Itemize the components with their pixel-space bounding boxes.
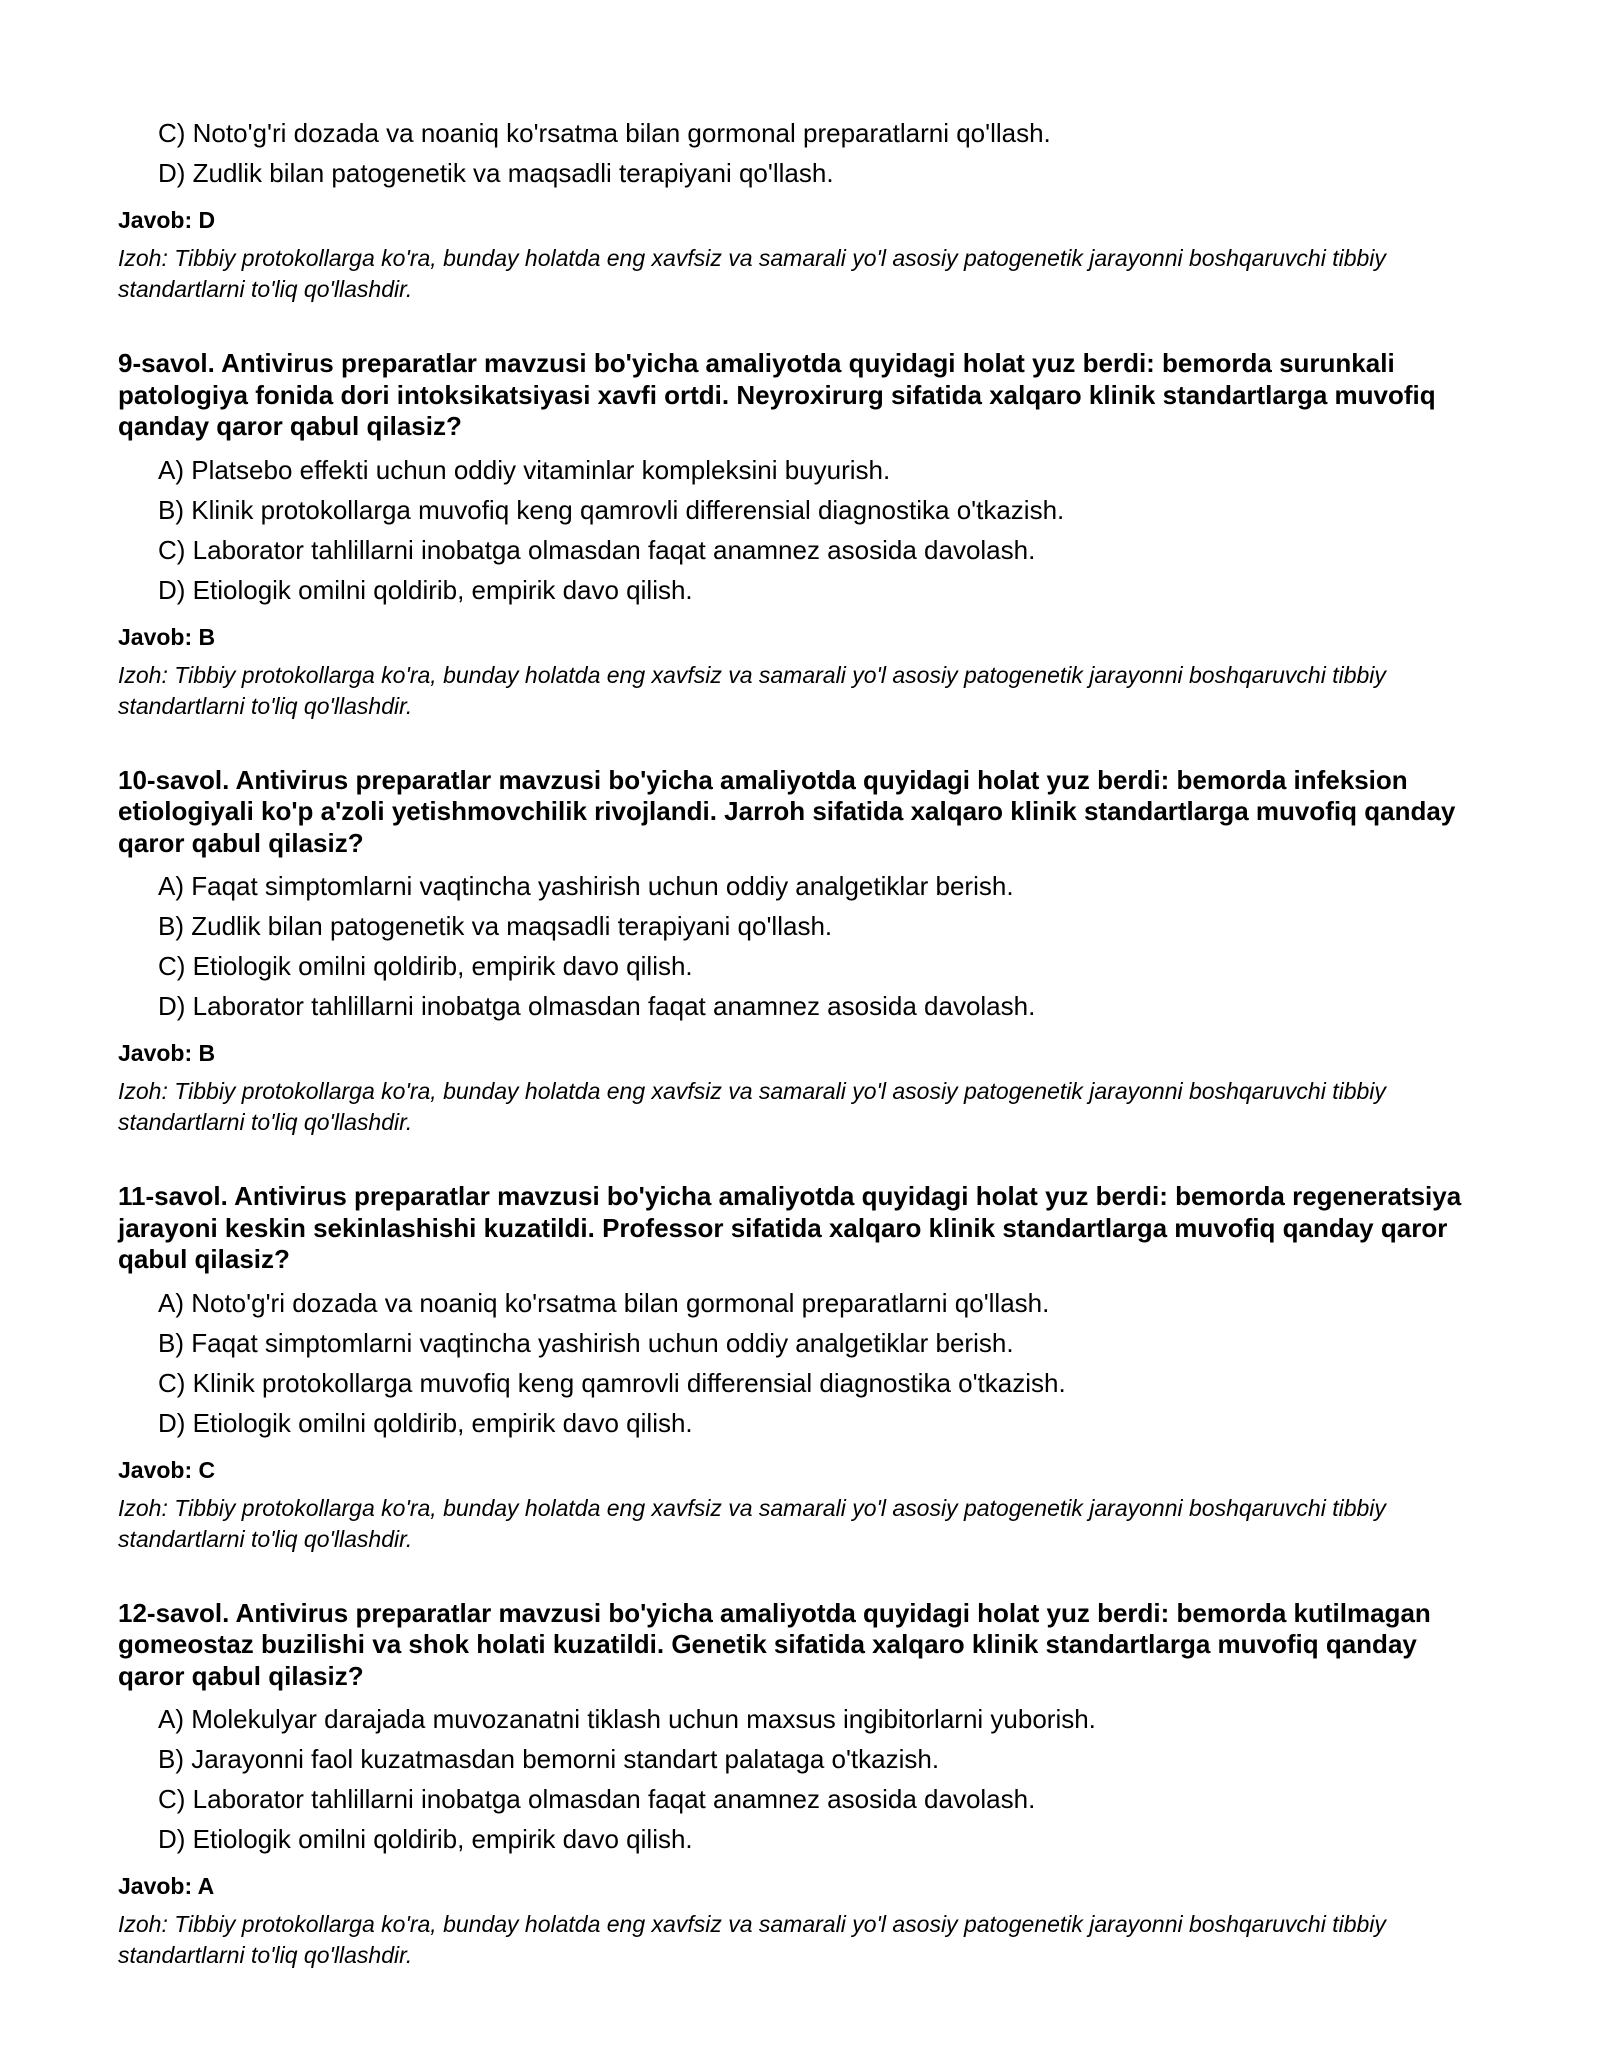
- option-d: D) Etiologik omilni qoldirib, empirik davo qilish.: [158, 1824, 693, 1854]
- option-d: D) Zudlik bilan patogenetik va maqsadli terapiyani qo'llash.: [158, 158, 834, 188]
- option-c: C) Etiologik omilni qoldirib, empirik davo qilish.: [158, 951, 693, 981]
- explanation-note: Izoh: Tibbiy protokollarga ko'ra, bunday holatda eng xavfsiz va samarali yo'l asosiy patogenetik jarayonni boshqaruvchi tibbiy standartlarni to'liq qo'llashdir.: [118, 1494, 1386, 1552]
- question-title: 12-savol. Antivirus preparatlar mavzusi bo'yicha amaliyotda quyidagi holat yuz berdi: bemorda kutilmagan gomeostaz buzilishi va shok holati kuzatildi. Genetik sifatida xalqaro klinik standartlarga muvofiq qanday qaror qabul qilasiz?: [118, 1597, 1431, 1691]
- question-title: 9-savol. Antivirus preparatlar mavzusi bo'yicha amaliyotda quyidagi holat yuz berdi: bemorda surunkali patologiya fonida dori intoksikatsiyasi xavfi ortdi. Neyroxirurg sifatida xalqaro klinik standartlarga muvofiq qanday qaror qabul qilasiz?: [118, 348, 1436, 441]
- answer: Javob: A: [118, 1873, 215, 1899]
- option-b: B) Jarayonni faol kuzatmasdan bemorni standart palataga o'tkazish.: [158, 1744, 940, 1774]
- explanation-note: Izoh: Tibbiy protokollarga ko'ra, bunday holatda eng xavfsiz va samarali yo'l asosiy patogenetik jarayonni boshqaruvchi tibbiy standartlarni to'liq qo'llashdir.: [118, 1911, 1386, 1968]
- option-d: D) Etiologik omilni qoldirib, empirik davo qilish.: [158, 1407, 693, 1438]
- option-a: A) Faqat simptomlarni vaqtincha yashirish uchun oddiy analgetiklar berish.: [158, 871, 1014, 901]
- explanation-note: Izoh: Tibbiy protokollarga ko'ra, bunday holatda eng xavfsiz va samarali yo'l asosiy patogenetik jarayonni boshqaruvchi tibbiy standartlarni to'liq qo'llashdir.: [118, 661, 1386, 719]
- option-b: B) Faqat simptomlarni vaqtincha yashirish uchun oddiy analgetiklar berish.: [158, 1327, 1014, 1358]
- option-c: C) Laborator tahlillarni inobatga olmasdan faqat anamnez asosida davolash.: [158, 534, 1036, 565]
- explanation-note: Izoh: Tibbiy protokollarga ko'ra, bunday holatda eng xavfsiz va samarali yo'l asosiy patogenetik jarayonni boshqaruvchi tibbiy standartlarni to'liq qo'llashdir.: [118, 245, 1386, 302]
- question-title: 10-savol. Antivirus preparatlar mavzusi bo'yicha amaliyotda quyidagi holat yuz berdi: bemorda infeksion etiologiyali ko'p a'zoli yetishmovchilik rivojlandi. Jarroh sifatida xalqaro klinik standartlarga muvofiq qanday qaror qabul qilasiz?: [118, 764, 1456, 858]
- answer: Javob: C: [118, 1456, 216, 1483]
- option-b: B) Zudlik bilan patogenetik va maqsadli terapiyani qo'llash.: [158, 911, 833, 941]
- question-9: [118, 348, 1482, 722]
- explanation-note: Izoh: Tibbiy protokollarga ko'ra, bunday holatda eng xavfsiz va samarali yo'l asosiy patogenetik jarayonni boshqaruvchi tibbiy standartlarni to'liq qo'llashdir.: [118, 1078, 1386, 1135]
- answer: Javob: B: [118, 1040, 216, 1066]
- option-a: A) Platsebo effekti uchun oddiy vitaminlar kompleksini buyurish.: [158, 454, 891, 485]
- option-a: A) Molekulyar darajada muvozanatni tiklash uchun maxsus ingibitorlarni yuborish.: [158, 1704, 1096, 1734]
- question-12: [118, 1598, 1482, 1972]
- answer: Javob: B: [118, 623, 216, 650]
- question-10: [118, 765, 1482, 1139]
- option-a: A) Noto'g'ri dozada va noaniq ko'rsatma bilan gormonal preparatlarni qo'llash.: [158, 1287, 1050, 1318]
- option-d: D) Etiologik omilni qoldirib, empirik davo qilish.: [158, 574, 693, 605]
- answer: Javob: D: [118, 207, 216, 233]
- question-title: 11-savol. Antivirus preparatlar mavzusi bo'yicha amaliyotda quyidagi holat yuz berdi: bemorda regeneratsiya jarayoni keskin sekinlashishi kuzatildi. Professor sifatida xalqaro klinik standartlarga muvofiq qanday qaror qabul qilasiz?: [118, 1181, 1462, 1274]
- question-11: [118, 1181, 1482, 1555]
- option-d: D) Laborator tahlillarni inobatga olmasdan faqat anamnez asosida davolash.: [158, 991, 1036, 1021]
- option-c: C) Klinik protokollarga muvofiq keng qamrovli differensial diagnostika o'tkazish.: [158, 1367, 1066, 1398]
- option-b: B) Klinik protokollarga muvofiq keng qamrovli differensial diagnostika o'tkazish.: [158, 494, 1065, 525]
- option-c: C) Laborator tahlillarni inobatga olmasdan faqat anamnez asosida davolash.: [158, 1784, 1036, 1814]
- question-8-continuation: [118, 120, 1482, 305]
- option-c: C) Noto'g'ri dozada va noaniq ko'rsatma bilan gormonal preparatlarni qo'llash.: [158, 118, 1051, 148]
